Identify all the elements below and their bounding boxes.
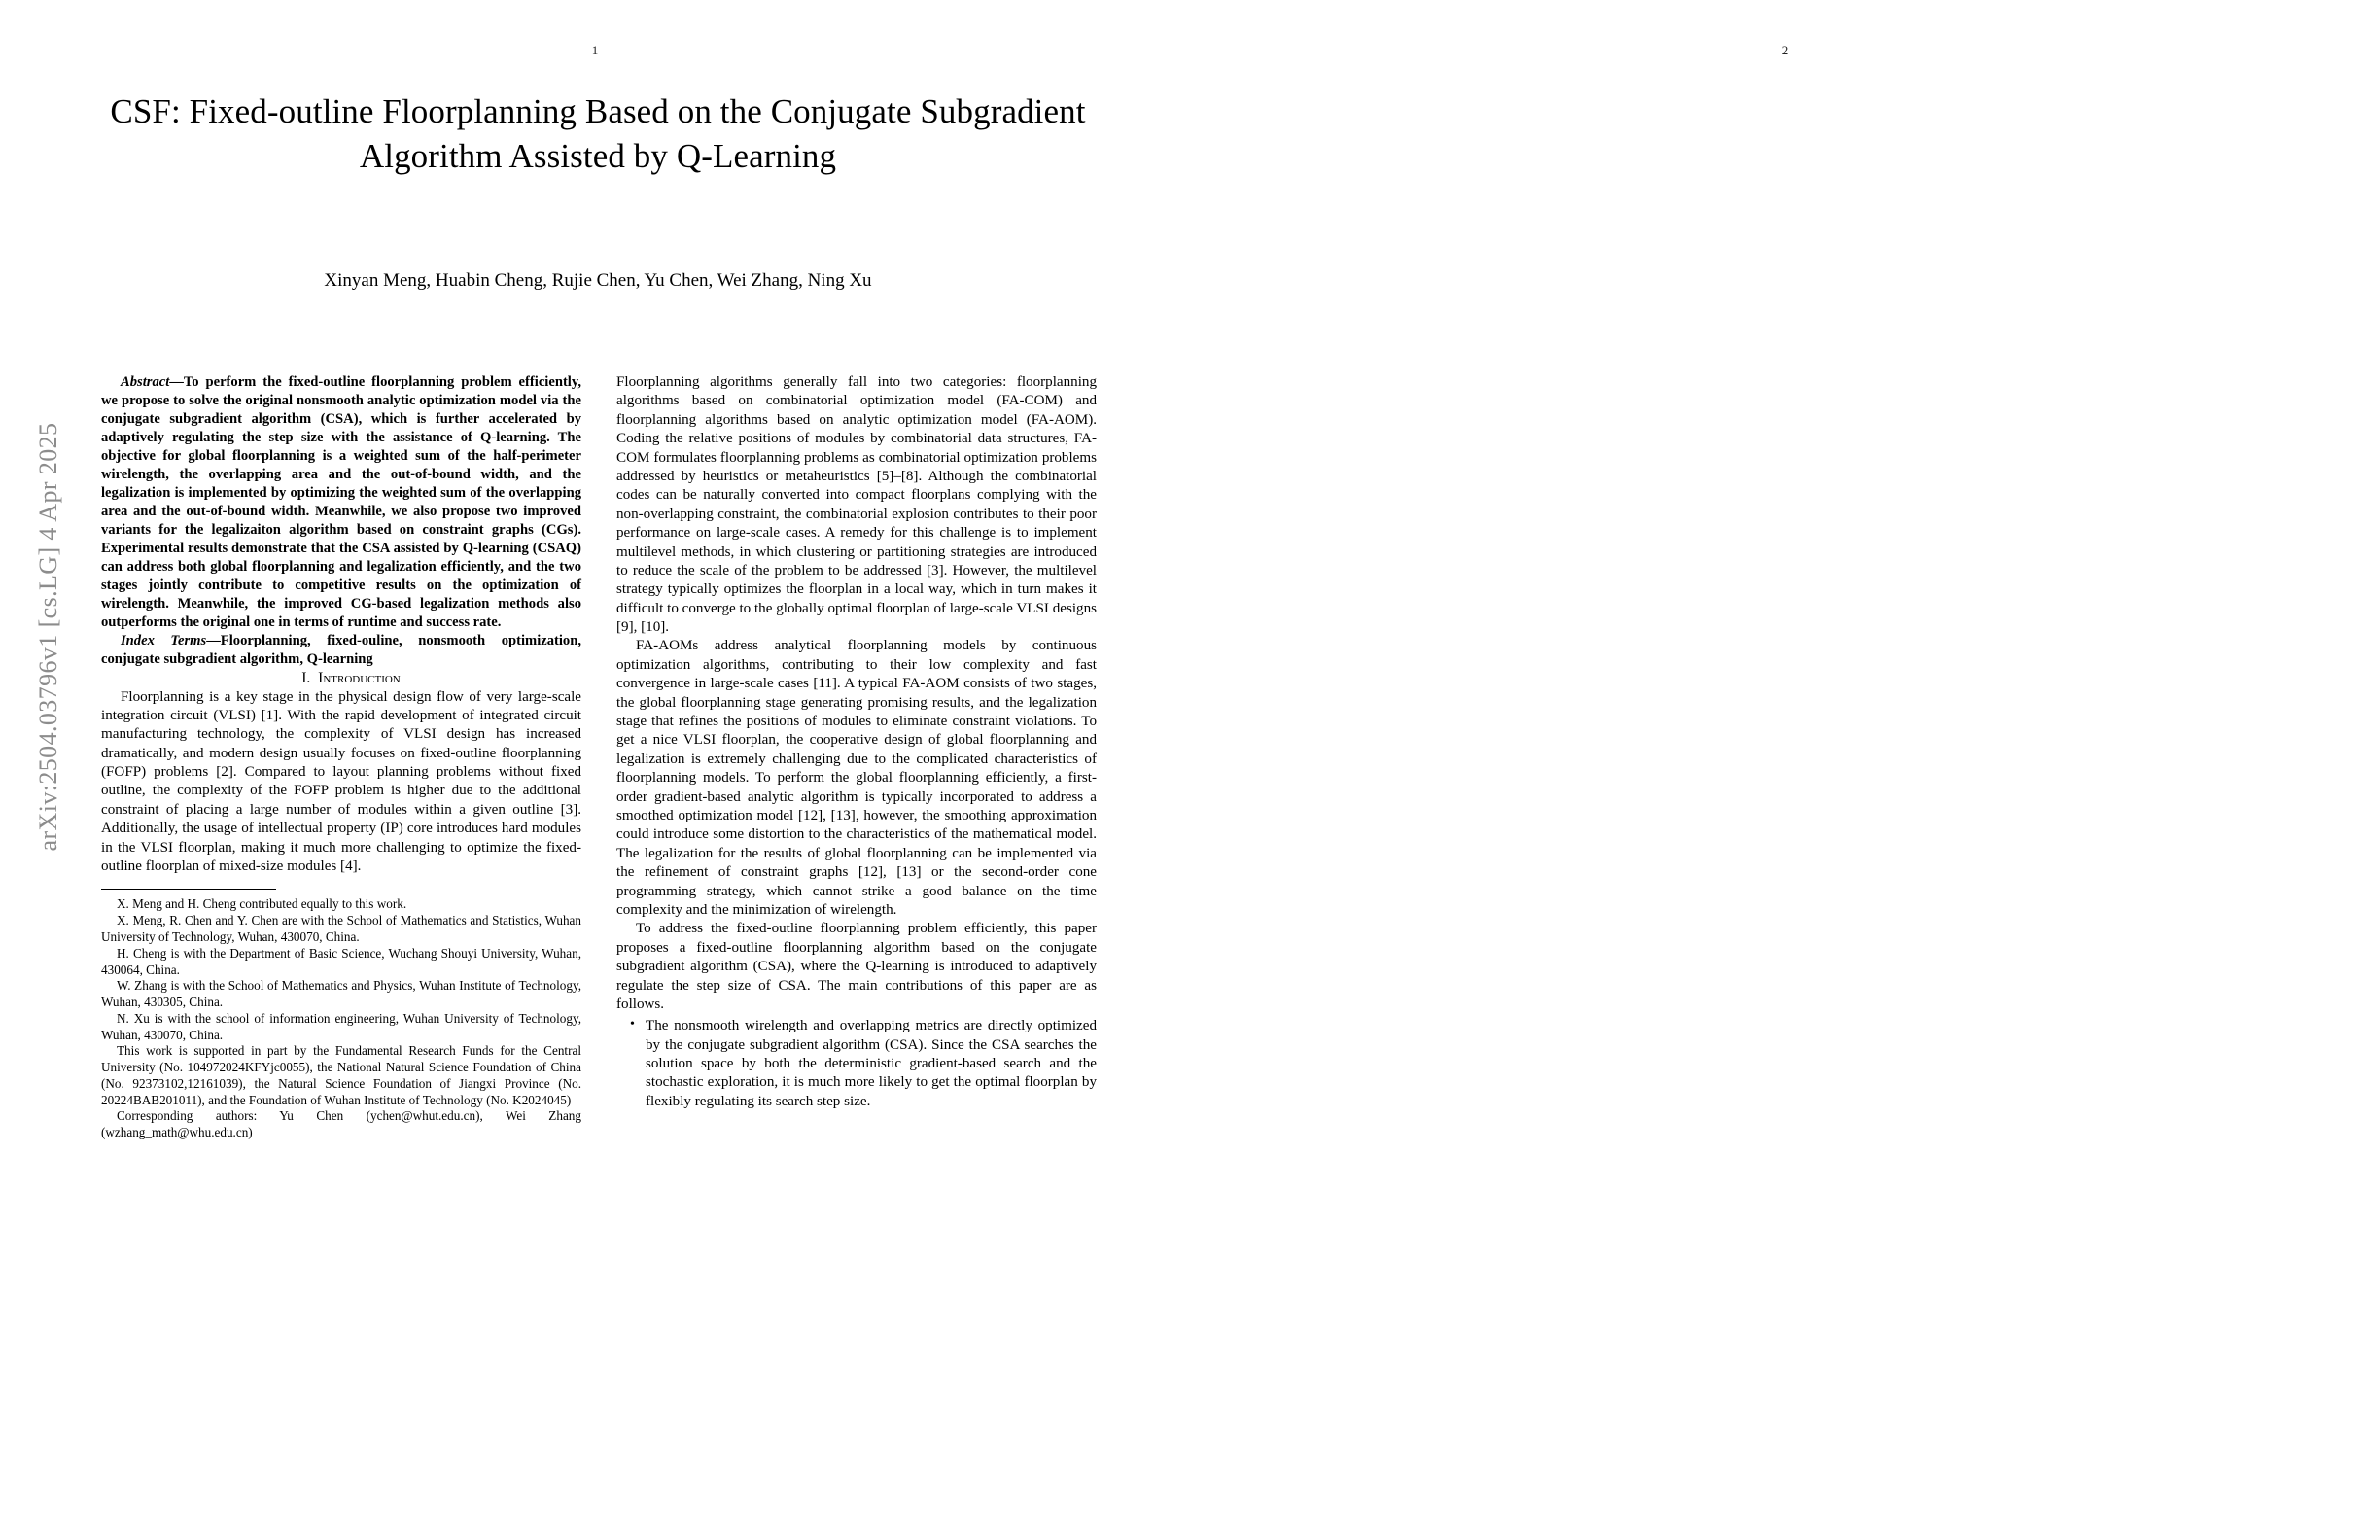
index-terms-dash: —	[206, 632, 221, 648]
footnote-item: X. Meng and H. Cheng contributed equally to this work.	[117, 896, 407, 912]
col2-paragraph-3: To address the fixed-outline floorplanning problem efficiently, this paper proposes a fixed-outline floorplanning algorithm based on the conjugate subgradient algorithm (CSA), where the Q-learning is introduced to adaptively regulate the step size of CSA. The main contributions of this paper are as follows.	[616, 921, 1097, 1012]
footnote-item: N. Xu is with the school of information engineering, Wuhan University of Technology, Wuhan, 430070, China.	[101, 1010, 581, 1042]
col2-paragraph-1: Floorplanning algorithms generally fall into two categories: floorplanning algorithms based on combinatorial optimization model (FA-COM) and floorplanning algorithms based on analytic optimization model (FA-AOM). Coding the relative positions of modules by combinatorial data structures, FA-COM formulates floorplanning problems as combinatorial optimization problems addressed by heuristics or metaheuristics [5]–[8]. Although the combinatorial codes can be naturally converted into compact floorplans complying with the non-overlapping constraint, the combinatorial explosion contributes to their poor performance on large-scale cases. A remedy for this challenge is to implement multilevel methods, in which clustering or partitioning strategies are introduced to reduce the scale of the problem to be addressed [3]. However, the multilevel strategy typically optimizes the floorplan in a local way, which in turn makes it difficult to converge to the globally optimal floorplan of large-scale VLSI designs [9], [10].	[616, 374, 1097, 636]
page1-column-2	[616, 373, 1097, 1482]
abstract-body: To perform the fixed-outline floorplanning problem efficiently, we propose to solve the original nonsmooth analytic optimization model via the conjugate subgradient algorithm (CSA), which is further accelerated by adaptively regulating the step size with the assistance of Q-learning. The objective for global floorplanning is a weighted sum of the half-perimeter wirelength, the overlapping area and the out-of-bound width, and the legalization is implemented by optimizing the weighted sum of the overlapping area and the out-of-bound width. Meanwhile, we also propose two improved variants for the legalizaiton algorithm based on constraint graphs (CGs). Experimental results demonstrate that the CSA assisted by Q-learning (CSAQ) can address both global floorplanning and legalization efficiently, and the two stages jointly contribute to competitive results on the optimization of wirelength. Meanwhile, the improved CG-based legalization methods also outperforms the original one in terms of runtime and success rate.	[101, 374, 581, 630]
contribution-item: • The nonsmooth wirelength and overlapping metrics are directly optimized by the conjugate subgradient algorithm (CSA). Since the CSA searches the solution space by both the deterministic gradient-based search and the stochastic exploration, it is much more likely to get the optimal floorplan by flexibly regulating its search step size.	[646, 1017, 1097, 1111]
abstract-dash: —	[169, 374, 184, 390]
section-numeral: I.	[301, 669, 311, 686]
footnote-item: X. Meng, R. Chen and Y. Chen are with the School of Mathematics and Statistics, Wuhan University of Technology, Wuhan, 430070, China.	[101, 913, 581, 944]
arxiv-stamp: arXiv:2504.03796v1 [cs.LG] 4 Apr 2025	[34, 422, 62, 852]
footnote-rule	[101, 889, 276, 890]
index-terms-body: Floorplanning, fixed-ouline, nonsmooth optimization, conjugate subgradient algorithm, Q-learning	[101, 632, 581, 667]
footnote-item: H. Cheng is with the Department of Basic Science, Wuchang Shouyi University, Wuhan, 430064, China.	[101, 945, 581, 977]
footnote-item: Corresponding authors: Yu Chen (ychen@whut.edu.cn), Wei Zhang (wzhang_math@whu.edu.cn)	[101, 1108, 581, 1140]
page-number-1: 1	[591, 43, 599, 57]
section-heading-introduction	[101, 669, 581, 688]
page1-column-1	[101, 373, 581, 1482]
footnote-block	[101, 896, 581, 1140]
page-title: CSF: Fixed-outline Floorplanning Based on the Conjugate Subgradient Algorithm Assisted by Q-Learning	[110, 92, 1086, 175]
intro-paragraph-1: Floorplanning is a key stage in the physical design flow of very large-scale integration circuit (VLSI) [1]. With the rapid development of integrated circuit manufacturing technology, the complexity of VLSI design has increased dramatically, and modern design usually focuses on fixed-outline floorplanning (FOFP) problems [2]. Compared to layout planning problems without fixed outline, the complexity of the FOFP problem is higher due to the additional constraint of placing a large number of modules within a given outline [3]. Additionally, the usage of intellectual property (IP) core introduces hard modules in the VLSI floorplan, making it much more challenging to optimize the fixed-outline floorplan of mixed-size modules [4].	[101, 688, 581, 875]
contributions-list	[616, 1017, 1097, 1111]
abstract-paragraph	[101, 373, 581, 632]
page-number-2: 2	[1781, 43, 1789, 57]
author-list: Xinyan Meng, Huabin Cheng, Rujie Chen, Yu Chen, Wei Zhang, Ning Xu	[324, 270, 872, 291]
section-title: Introduction	[318, 669, 401, 686]
abstract-lead: Abstract	[121, 374, 170, 390]
col2-paragraph-2: FA-AOMs address analytical floorplanning models by continuous optimization algorithms, contributing to their low complexity and fast convergence in large-scale cases [11]. A typical FA-AOM consists of two stages, the global floorplanning stage generating promising results, and the legalization stage that refines the positions of modules to eliminate constraint violations. To get a nice VLSI floorplan, the cooperative design of global floorplanning and legalization is extremely challenging due to the complicated characteristics of floorplanning models. To perform the global floorplanning efficiently, a first-order gradient-based analytic algorithm is typically incorporated to address a smoothed optimization model [12], [13], however, the smoothing approximation could introduce some distortion to the characteristics of the mathematical model. The legalization for the results of global floorplanning can be implemented via the refinement of constraint graphs [12], [13] or the second-order cone programming strategy, which cannot strike a good balance on the time complexity and the minimization of wirelength.	[616, 638, 1097, 918]
page-2	[1190, 0, 2380, 1540]
index-terms-lead: Index Terms	[121, 632, 207, 648]
footnote-item: This work is supported in part by the Fundamental Research Funds for the Central University (No. 104972024KFYjc0055), the National Natural Science Foundation of China (No. 92373102,12161039), the Natural Science Foundation of Jiangxi Province (No. 20224BAB201011), and the Foundation of Wuhan Institute of Technology (No. K2024045)	[101, 1043, 581, 1107]
index-terms-paragraph	[101, 632, 581, 669]
footnote-item: W. Zhang is with the School of Mathematics and Physics, Wuhan Institute of Technology, Wuhan, 430305, China.	[101, 978, 581, 1010]
